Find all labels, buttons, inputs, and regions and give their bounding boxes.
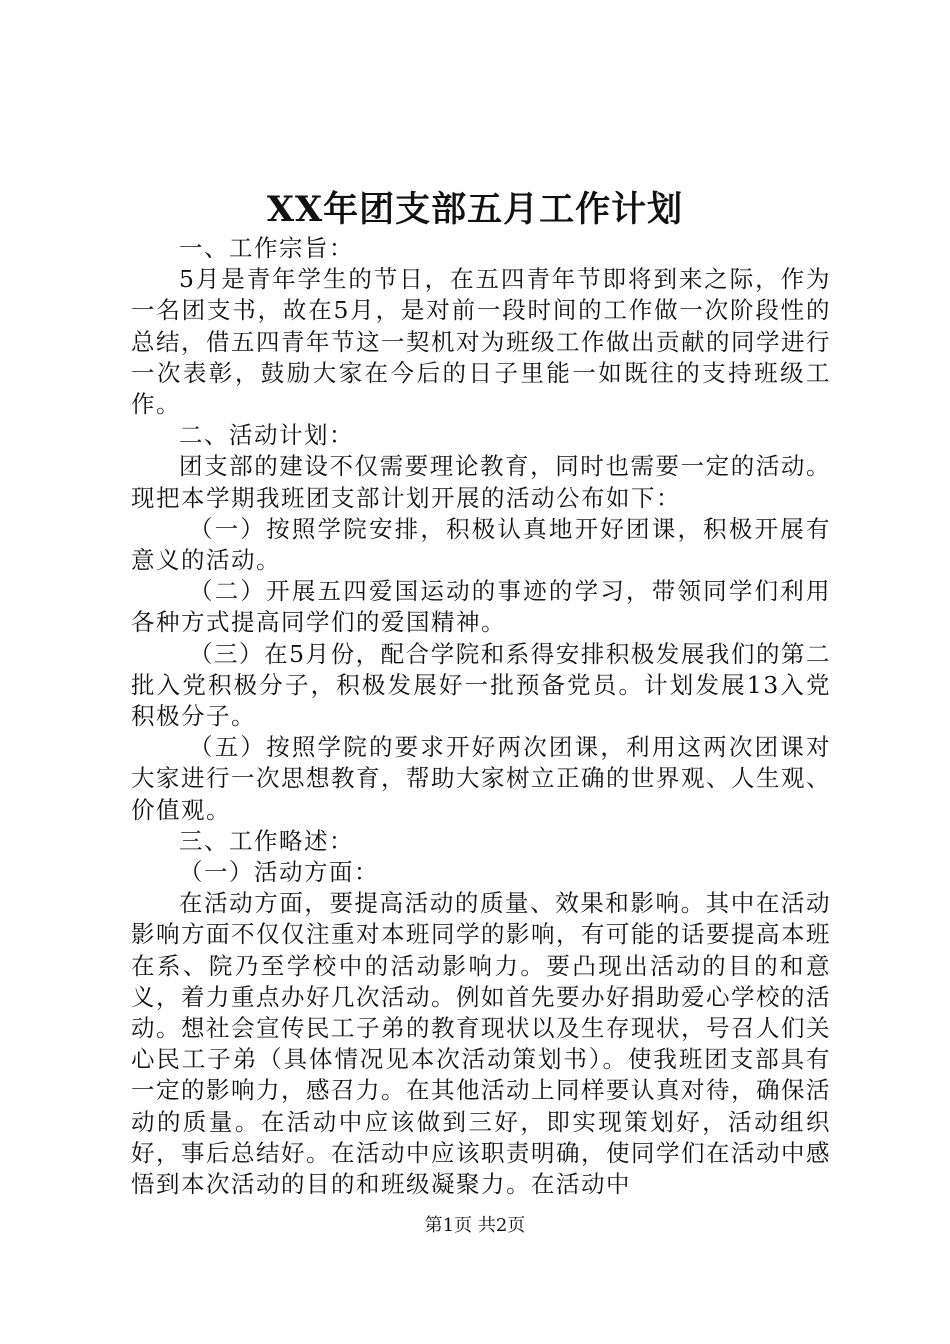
paragraph-activities: 在活动方面，要提高活动的质量、效果和影响。其中在活动影响方面不仅仅注重对本班同学的影响，有可能的话要提高本班在系、院乃至学校中的活动影响力。要凸现出活动的目的和意义，着力重点办好几次活动。例如首先要办好捐助爱心学校的活动。想社会宣传民工子弟的教育现状以及生存现状，号召人们关心民工子弟（具体情况见本次活动策划书）。使我班团支部具有一定的影响力，感召力。在其他活动上同样要认真对待，确保活动的质量。在活动中应该做到三好，即实现策划好，活动组织好，事后总结好。在活动中应该职责明确，使同学们在活动中感悟到本次活动的目的和班级凝聚力。在活动中 <box>131 889 831 1199</box>
section-heading-summary: 三、工作略述： <box>179 826 354 855</box>
section-heading-plan: 二、活动计划： <box>179 421 354 450</box>
plan-item-5: （五）按照学院的要求开好两次团课，利用这两次团课对大家进行一次思想教育，帮助大家树立正确的世界观、人生观、价值观。 <box>131 733 831 824</box>
paragraph-purpose: 5月是青年学生的节日，在五四青年节即将到来之际，作为一名团支书，故在5月，是对前一段时间的工作做一次阶段性的总结，借五四青年节这一契机对为班级工作做出贡献的同学进行一次表彰，鼓励大家在今后的日子里能一如既往的支持班级工作。 <box>131 265 831 419</box>
subsection-heading-activities: （一）活动方面： <box>179 858 379 887</box>
plan-item-3: （三）在5月份，配合学院和系得安排积极发展我们的第二批入党积极分子，积极发展好一批预备党员。计划发展13入党积极分子。 <box>131 639 831 731</box>
plan-item-1: （一）按照学院安排，积极认真地开好团课，积极开展有意义的活动。 <box>131 514 831 575</box>
plan-item-2: （二）开展五四爱国运动的事迹的学习，带领同学们利用各种方式提高同学们的爱国精神。 <box>131 577 831 637</box>
document-title: XX年团支部五月工作计划 <box>266 189 684 230</box>
document-body <box>131 233 831 1200</box>
section-heading-purpose: 一、工作宗旨： <box>179 234 354 262</box>
paragraph-plan-intro: 团支部的建设不仅需要理论教育，同时也需要一定的活动。现把本学期我班团支部计划开展的活动公布如下： <box>131 452 831 512</box>
page-footer: 第1页 共2页 <box>424 1215 526 1236</box>
